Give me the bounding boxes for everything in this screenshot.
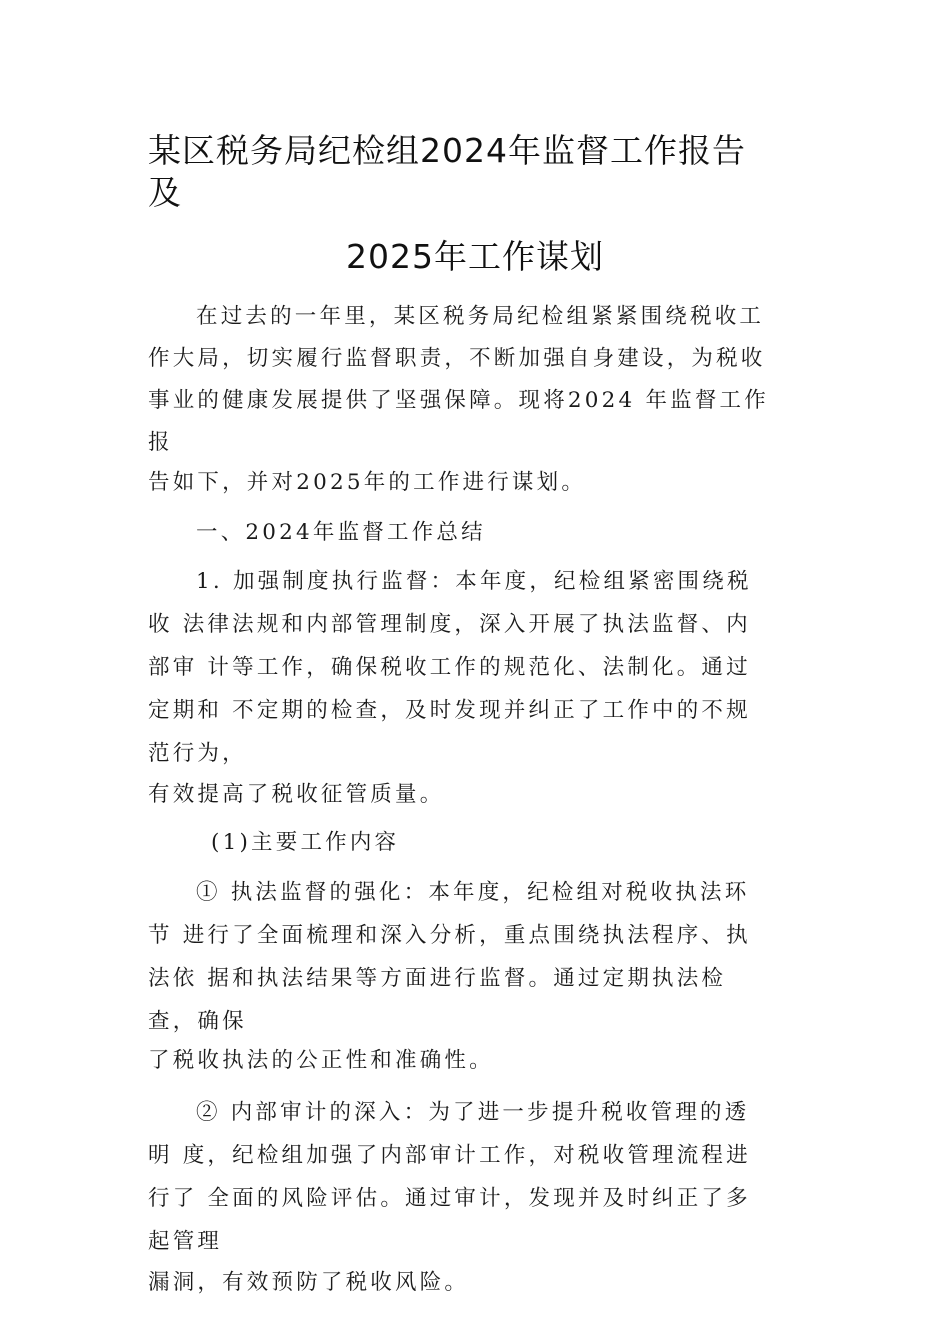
point2-line: ② 内部审计的深入：为了进一步提升税收管理的透 [196, 1100, 750, 1125]
subheading: (1)主要工作内容 [211, 830, 400, 855]
point2-line: 明 度，纪检组加强了内部审计工作，对税收管理流程进 [148, 1143, 751, 1168]
point2-line: 漏洞，有效预防了税收风险。 [148, 1270, 470, 1295]
item1-line: 定期和 不定期的检查，及时发现并纠正了工作中的不规 [148, 698, 751, 723]
intro-line: 事业的健康发展提供了坚强保障。现将2024 年监督工作 [148, 388, 769, 413]
title-line-2: 及 [148, 173, 182, 212]
item1-line: 部审 计等工作，确保税收工作的规范化、法制化。通过 [148, 655, 751, 680]
item1-line: 收 法律法规和内部管理制度，深入开展了执法监督、内 [148, 612, 751, 637]
point1-line: 节 进行了全面梳理和深入分析，重点围绕执法程序、执 [148, 923, 751, 948]
item1-line: 有效提高了税收征管质量。 [148, 782, 445, 807]
point1-line: ① 执法监督的强化：本年度，纪检组对税收执法环 [196, 880, 750, 905]
intro-line: 在过去的一年里，某区税务局纪检组紧紧围绕税收工 [196, 304, 765, 329]
intro-line: 作大局，切实履行监督职责，不断加强自身建设，为税收 [148, 346, 766, 371]
intro-line: 告如下，并对2025年的工作进行谋划。 [148, 470, 587, 495]
point2-line: 起管理 [148, 1229, 223, 1254]
point2-line: 行了 全面的风险评估。通过审计，发现并及时纠正了多 [148, 1186, 751, 1211]
title-line-1: 某区税务局纪检组2024年监督工作报告 [148, 131, 746, 170]
document-subtitle: 2025年工作谋划 [346, 237, 604, 276]
point1-line: 了税收执法的公正性和准确性。 [148, 1048, 494, 1073]
section-heading: 一、2024年监督工作总结 [196, 520, 486, 545]
document-title [148, 130, 808, 214]
intro-line: 报 [148, 430, 173, 455]
point1-line: 查，确保 [148, 1009, 247, 1034]
item1-line: 1. 加强制度执行监督：本年度，纪检组紧密围绕税 [196, 569, 752, 594]
point1-line: 法依 据和执法结果等方面进行监督。通过定期执法检 [148, 966, 727, 991]
item1-line: 范行为， [148, 741, 247, 766]
